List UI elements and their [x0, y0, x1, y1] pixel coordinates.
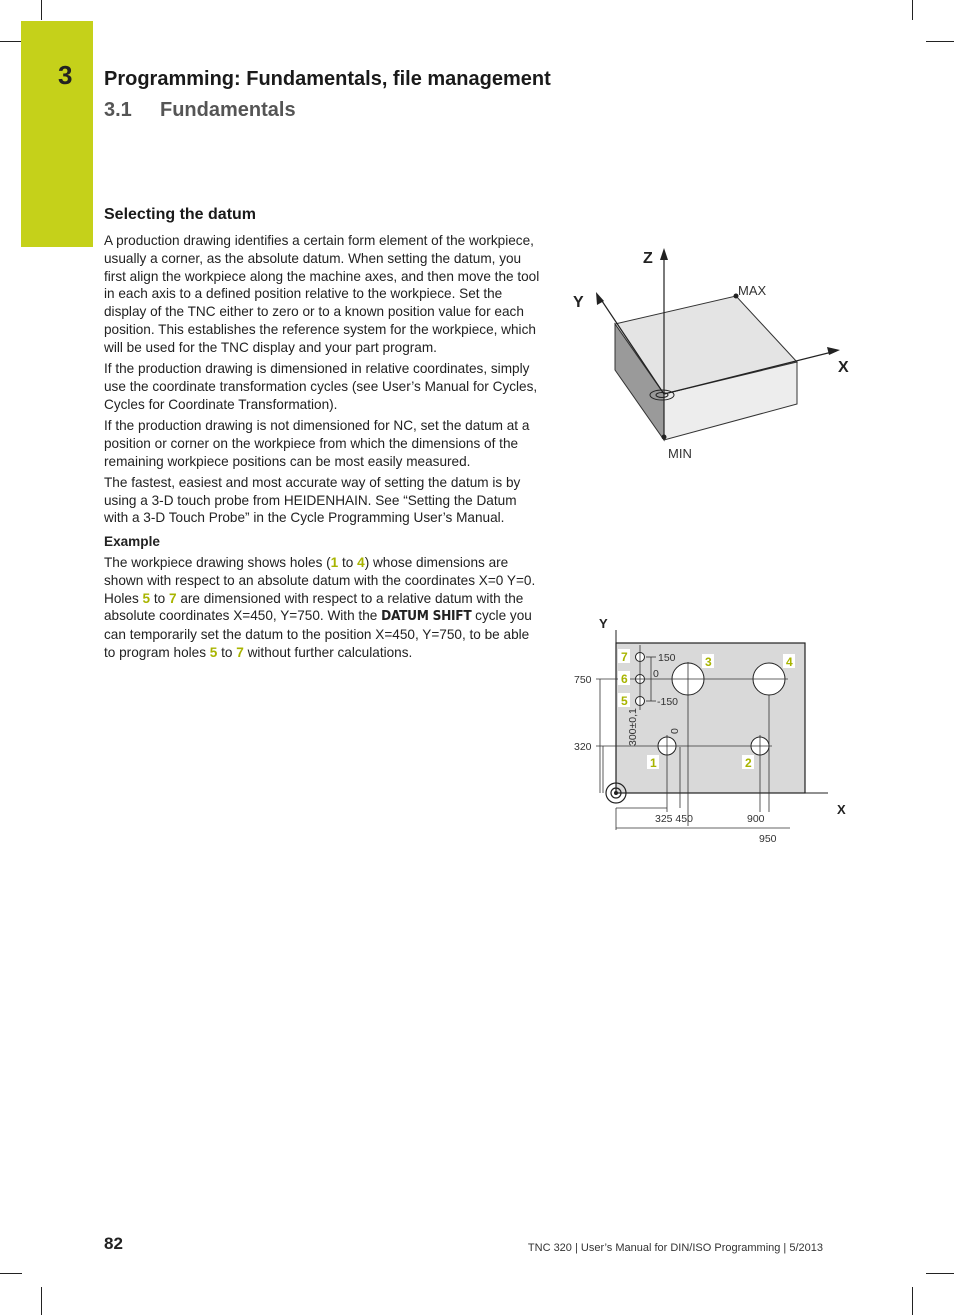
y-label: Y	[573, 294, 584, 311]
code-term: DATUM SHIFT	[381, 608, 472, 625]
body-text	[104, 232, 544, 665]
z-arrow	[660, 248, 668, 260]
crop-mark	[912, 0, 913, 20]
dim-750: 750	[574, 674, 592, 686]
paragraph: If the production drawing is not dimensioned for NC, set the datum at a position or corner on the workpiece from which the dimensions of the remaining workpiece positions can be most easily measured.	[104, 417, 530, 469]
hole-ref: 1	[330, 555, 339, 571]
hole-label-7: 7	[621, 650, 628, 664]
min-point	[662, 435, 667, 440]
dim-320: 320	[574, 741, 592, 753]
hole-ref: 4	[357, 555, 365, 571]
dim-900: 900	[747, 813, 765, 825]
dim-0-y: 0	[653, 668, 659, 680]
crop-mark	[926, 1273, 954, 1274]
heading-selecting-datum: Selecting the datum	[104, 206, 257, 223]
example-paragraph	[104, 554, 544, 662]
max-label: MAX	[738, 283, 767, 298]
text-run: ) whose dimensions are shown with respect to an absolute datum with the coordinates X=0 Y=0. Holes	[104, 555, 536, 606]
chapter-title: Programming: Fundamentals, file management	[104, 68, 551, 90]
hole-label-4: 4	[786, 655, 793, 669]
dim-950: 950	[759, 833, 777, 845]
example-heading: Example	[104, 534, 160, 550]
text-run: to	[338, 555, 358, 571]
text-run: without further calculations.	[243, 645, 413, 661]
hole-label-5: 5	[621, 694, 628, 708]
dim-0-x: 0	[669, 728, 681, 734]
crop-mark	[0, 1273, 22, 1274]
paragraph: If the production drawing is dimensioned in relative coordinates, simply use the coordinate transformation cycles (see User’s Manual for Cycles, Cycles for Coordinate Transformation).	[104, 361, 538, 412]
x-axis-label: X	[837, 802, 846, 817]
hole-label-3: 3	[705, 655, 712, 669]
dim-minus-150: -150	[657, 696, 679, 708]
min-label: MIN	[668, 446, 692, 461]
x-arrow	[827, 347, 840, 355]
section-name: Fundamentals	[160, 99, 296, 121]
hole-ref: 5	[209, 645, 218, 661]
hole-ref: 7	[168, 590, 177, 606]
crop-mark	[912, 1287, 913, 1315]
workpiece-3d-figure	[560, 240, 860, 470]
dim-300: 300±0,1	[627, 708, 639, 746]
dim-150: 150	[658, 652, 676, 664]
paragraph: The fastest, easiest and most accurate way of setting the datum is by using a 3-D touch probe from HEIDENHAIN. See “Setting the Datum with a 3-D Touch Probe” in the Cycle Programming User’s Manual.	[104, 474, 521, 526]
text-run: The workpiece drawing shows holes (	[104, 555, 331, 571]
hole-label-6: 6	[621, 672, 628, 686]
section-title	[104, 99, 296, 122]
text-run: to	[150, 590, 169, 606]
footer-text: TNC 320 | User’s Manual for DIN/ISO Programming | 5/2013	[527, 1242, 823, 1254]
text-run: are dimensioned with respect to a relative datum with the absolute coordinates X=450, Y=750. With the	[104, 590, 524, 624]
text-run: to	[217, 645, 237, 661]
z-label: Z	[643, 250, 653, 267]
x-label: X	[838, 359, 849, 376]
crop-mark	[0, 41, 22, 42]
dim-325-450: 325 450	[655, 813, 693, 825]
chapter-tab	[21, 21, 93, 247]
hole-ref: 7	[236, 645, 244, 661]
paragraph: A production drawing identifies a certain form element of the workpiece, usually a corner, as the absolute datum. When setting the datum, you first align the workpiece along the machine axes, and then move the tool in each axis to a defined position relative to the workpiece. Set the display of the TNC either to zero or to a known position value for each position. This establishes the reference system for the workpiece, which will be used for the TNC display and your part program.	[104, 233, 540, 355]
crop-mark	[41, 0, 42, 20]
page-number: 82	[104, 1234, 123, 1253]
crop-mark	[41, 1287, 42, 1315]
text-run: cycle you can temporarily set the datum to the position X=450, Y=750, to be able to program holes	[104, 608, 532, 661]
hole-label-1: 1	[650, 756, 657, 770]
hole-ref: 5	[142, 590, 151, 606]
workpiece-drawing-figure	[560, 610, 860, 850]
section-number: 3.1	[104, 99, 132, 121]
y-axis-label: Y	[599, 616, 608, 631]
hole-label-2: 2	[745, 756, 752, 770]
chapter-number: 3	[58, 60, 73, 90]
crop-mark	[926, 41, 954, 42]
